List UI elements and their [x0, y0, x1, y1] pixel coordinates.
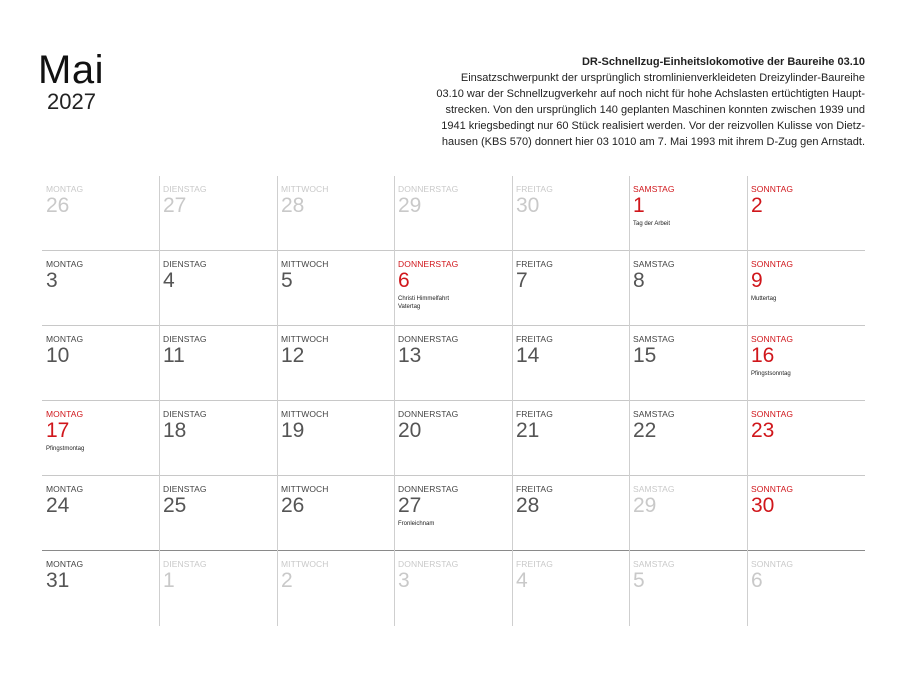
day-number: 8 [633, 269, 645, 292]
weekday-label: SAMSTAG [633, 184, 675, 194]
weekday-label: FREITAG [516, 184, 553, 194]
weekday-label: SONNTAG [751, 409, 794, 419]
day-cell [42, 551, 159, 626]
weekday-label: DONNERSTAG [398, 334, 459, 344]
day-number: 3 [398, 569, 410, 592]
calendar-grid [42, 176, 865, 626]
caption-line: 03.10 war der Schnellzugverkehr auf noch nicht für hohe Achslasten ertüchtigten Haupt- [436, 88, 865, 100]
day-number: 4 [516, 569, 528, 592]
day-number: 28 [281, 194, 305, 217]
holiday-note-line: Fronleichnam [398, 521, 435, 527]
day-cell [394, 326, 512, 401]
holiday-note [751, 295, 776, 303]
day-number: 7 [516, 269, 528, 292]
weekday-label: MITTWOCH [281, 559, 329, 569]
calendar-week-row [42, 326, 865, 401]
holiday-note-line: Christi Himmelfahrt [398, 296, 450, 302]
day-number: 30 [516, 194, 540, 217]
weekday-label: SONNTAG [751, 559, 794, 569]
day-cell [159, 251, 277, 326]
day-cell [277, 401, 394, 476]
day-number: 23 [751, 419, 775, 442]
weekday-label: SAMSTAG [633, 559, 675, 569]
day-number: 19 [281, 419, 305, 442]
weekday-label: MONTAG [46, 334, 84, 344]
weekday-label: FREITAG [516, 484, 553, 494]
day-number: 6 [751, 569, 763, 592]
day-cell [629, 176, 747, 251]
weekday-label: FREITAG [516, 334, 553, 344]
day-cell [629, 326, 747, 401]
day-number: 4 [163, 269, 175, 292]
holiday-note [398, 295, 449, 311]
day-number: 1 [633, 194, 645, 217]
day-cell [394, 401, 512, 476]
holiday-note-line: Muttertag [751, 296, 777, 302]
weekday-label: DONNERSTAG [398, 409, 459, 419]
day-cell [159, 551, 277, 626]
weekday-label: DIENSTAG [163, 184, 207, 194]
day-cell [747, 251, 865, 326]
weekday-label: DIENSTAG [163, 484, 207, 494]
day-cell [394, 176, 512, 251]
day-cell [394, 551, 512, 626]
holiday-note-line: Vatertag [398, 304, 421, 310]
day-cell [629, 401, 747, 476]
day-number: 6 [398, 269, 410, 292]
weekday-label: MITTWOCH [281, 409, 329, 419]
calendar-week-row [42, 476, 865, 551]
day-cell [747, 176, 865, 251]
day-number: 16 [751, 344, 775, 367]
day-cell [42, 401, 159, 476]
weekday-label: SONNTAG [751, 259, 794, 269]
day-cell [747, 476, 865, 551]
day-cell [159, 401, 277, 476]
day-cell [159, 176, 277, 251]
day-cell [394, 251, 512, 326]
day-number: 9 [751, 269, 763, 292]
day-cell [512, 476, 629, 551]
day-cell [747, 401, 865, 476]
month-title: Mai [38, 48, 104, 92]
weekday-label: FREITAG [516, 559, 553, 569]
weekday-label: SONNTAG [751, 334, 794, 344]
day-number: 12 [281, 344, 305, 367]
day-cell [629, 476, 747, 551]
holiday-note-line: Pfingstmontag [46, 446, 85, 452]
day-cell [512, 326, 629, 401]
day-cell [42, 251, 159, 326]
day-number: 29 [398, 194, 422, 217]
weekday-label: DIENSTAG [163, 409, 207, 419]
weekday-label: MONTAG [46, 409, 84, 419]
weekday-label: FREITAG [516, 409, 553, 419]
day-number: 11 [163, 344, 185, 367]
year-label: 2027 [47, 89, 96, 114]
day-number: 14 [516, 344, 540, 367]
weekday-label: DIENSTAG [163, 334, 207, 344]
day-cell [512, 551, 629, 626]
calendar-week-row [42, 176, 865, 251]
day-cell [277, 551, 394, 626]
weekday-label: SAMSTAG [633, 409, 675, 419]
weekday-label: SAMSTAG [633, 334, 675, 344]
day-cell [512, 401, 629, 476]
day-number: 20 [398, 419, 422, 442]
holiday-note-line: Tag der Arbeit [633, 221, 671, 227]
caption-title: DR-Schnellzug-Einheitslokomotive der Baureihe 03.10 [581, 56, 865, 68]
weekday-label: FREITAG [516, 259, 553, 269]
day-number: 17 [46, 419, 70, 442]
weekday-label: SONNTAG [751, 184, 794, 194]
day-cell [42, 176, 159, 251]
day-cell [42, 476, 159, 551]
day-number: 13 [398, 344, 422, 367]
day-number: 22 [633, 419, 657, 442]
day-number: 29 [633, 494, 657, 517]
day-cell [512, 251, 629, 326]
day-number: 1 [163, 569, 175, 592]
weekday-label: SONNTAG [751, 484, 794, 494]
calendar-week-row [42, 401, 865, 476]
day-number: 30 [751, 494, 775, 517]
day-cell [42, 326, 159, 401]
holiday-note [751, 370, 791, 378]
weekday-label: SAMSTAG [633, 259, 675, 269]
day-cell [747, 326, 865, 401]
weekday-label: DONNERSTAG [398, 184, 459, 194]
day-number: 26 [281, 494, 305, 517]
day-number: 31 [46, 569, 70, 592]
day-number: 2 [751, 194, 763, 217]
weekday-label: DONNERSTAG [398, 559, 459, 569]
day-cell [159, 476, 277, 551]
photo-caption [395, 54, 865, 150]
weekday-label: MONTAG [46, 484, 84, 494]
weekday-label: MITTWOCH [281, 259, 329, 269]
day-number: 25 [163, 494, 187, 517]
weekday-label: MONTAG [46, 184, 84, 194]
weekday-label: DONNERSTAG [398, 259, 459, 269]
caption-line: 1941 kriegsbedingt nur 60 Stück realisiert werden. Vor der reizvollen Kulisse von Dietz- [441, 120, 865, 132]
day-number: 18 [163, 419, 187, 442]
day-number: 3 [46, 269, 58, 292]
day-number: 28 [516, 494, 540, 517]
day-number: 21 [516, 419, 540, 442]
day-cell [394, 476, 512, 551]
day-number: 2 [281, 569, 293, 592]
day-cell [629, 251, 747, 326]
day-number: 5 [633, 569, 645, 592]
caption-line: hausen (KBS 570) donnert hier 03 1010 am 7. Mai 1993 mit ihrem D-Zug gen Arnstadt. [441, 136, 865, 148]
holiday-note [633, 220, 670, 228]
calendar-week-row [42, 551, 865, 626]
day-number: 24 [46, 494, 70, 517]
weekday-label: DONNERSTAG [398, 484, 459, 494]
weekday-label: DIENSTAG [163, 559, 207, 569]
day-number: 27 [163, 194, 187, 217]
weekday-label: MITTWOCH [281, 334, 329, 344]
weekday-label: MITTWOCH [281, 184, 329, 194]
holiday-note [46, 445, 84, 453]
day-number: 26 [46, 194, 70, 217]
holiday-note [398, 520, 434, 528]
day-cell [629, 551, 747, 626]
day-cell [277, 476, 394, 551]
day-cell [277, 176, 394, 251]
weekday-label: MONTAG [46, 559, 84, 569]
weekday-label: DIENSTAG [163, 259, 207, 269]
day-number: 27 [398, 494, 422, 517]
weekday-label: MITTWOCH [281, 484, 329, 494]
day-number: 15 [633, 344, 657, 367]
day-number: 5 [281, 269, 293, 292]
day-cell [512, 176, 629, 251]
day-cell [159, 326, 277, 401]
holiday-note-line: Pfingstsonntag [751, 371, 791, 377]
weekday-label: MONTAG [46, 259, 84, 269]
weekday-label: SAMSTAG [633, 484, 675, 494]
caption-line: strecken. Von den ursprünglich 140 geplanten Maschinen konnten zwischen 1939 und [445, 104, 865, 116]
day-cell [747, 551, 865, 626]
caption-line: Einsatzschwerpunkt der ursprünglich stromlinienverkleideten Dreizylinder-Baureihe [460, 72, 865, 84]
calendar-week-row [42, 251, 865, 326]
day-cell [277, 251, 394, 326]
day-cell [277, 326, 394, 401]
day-number: 10 [46, 344, 70, 367]
